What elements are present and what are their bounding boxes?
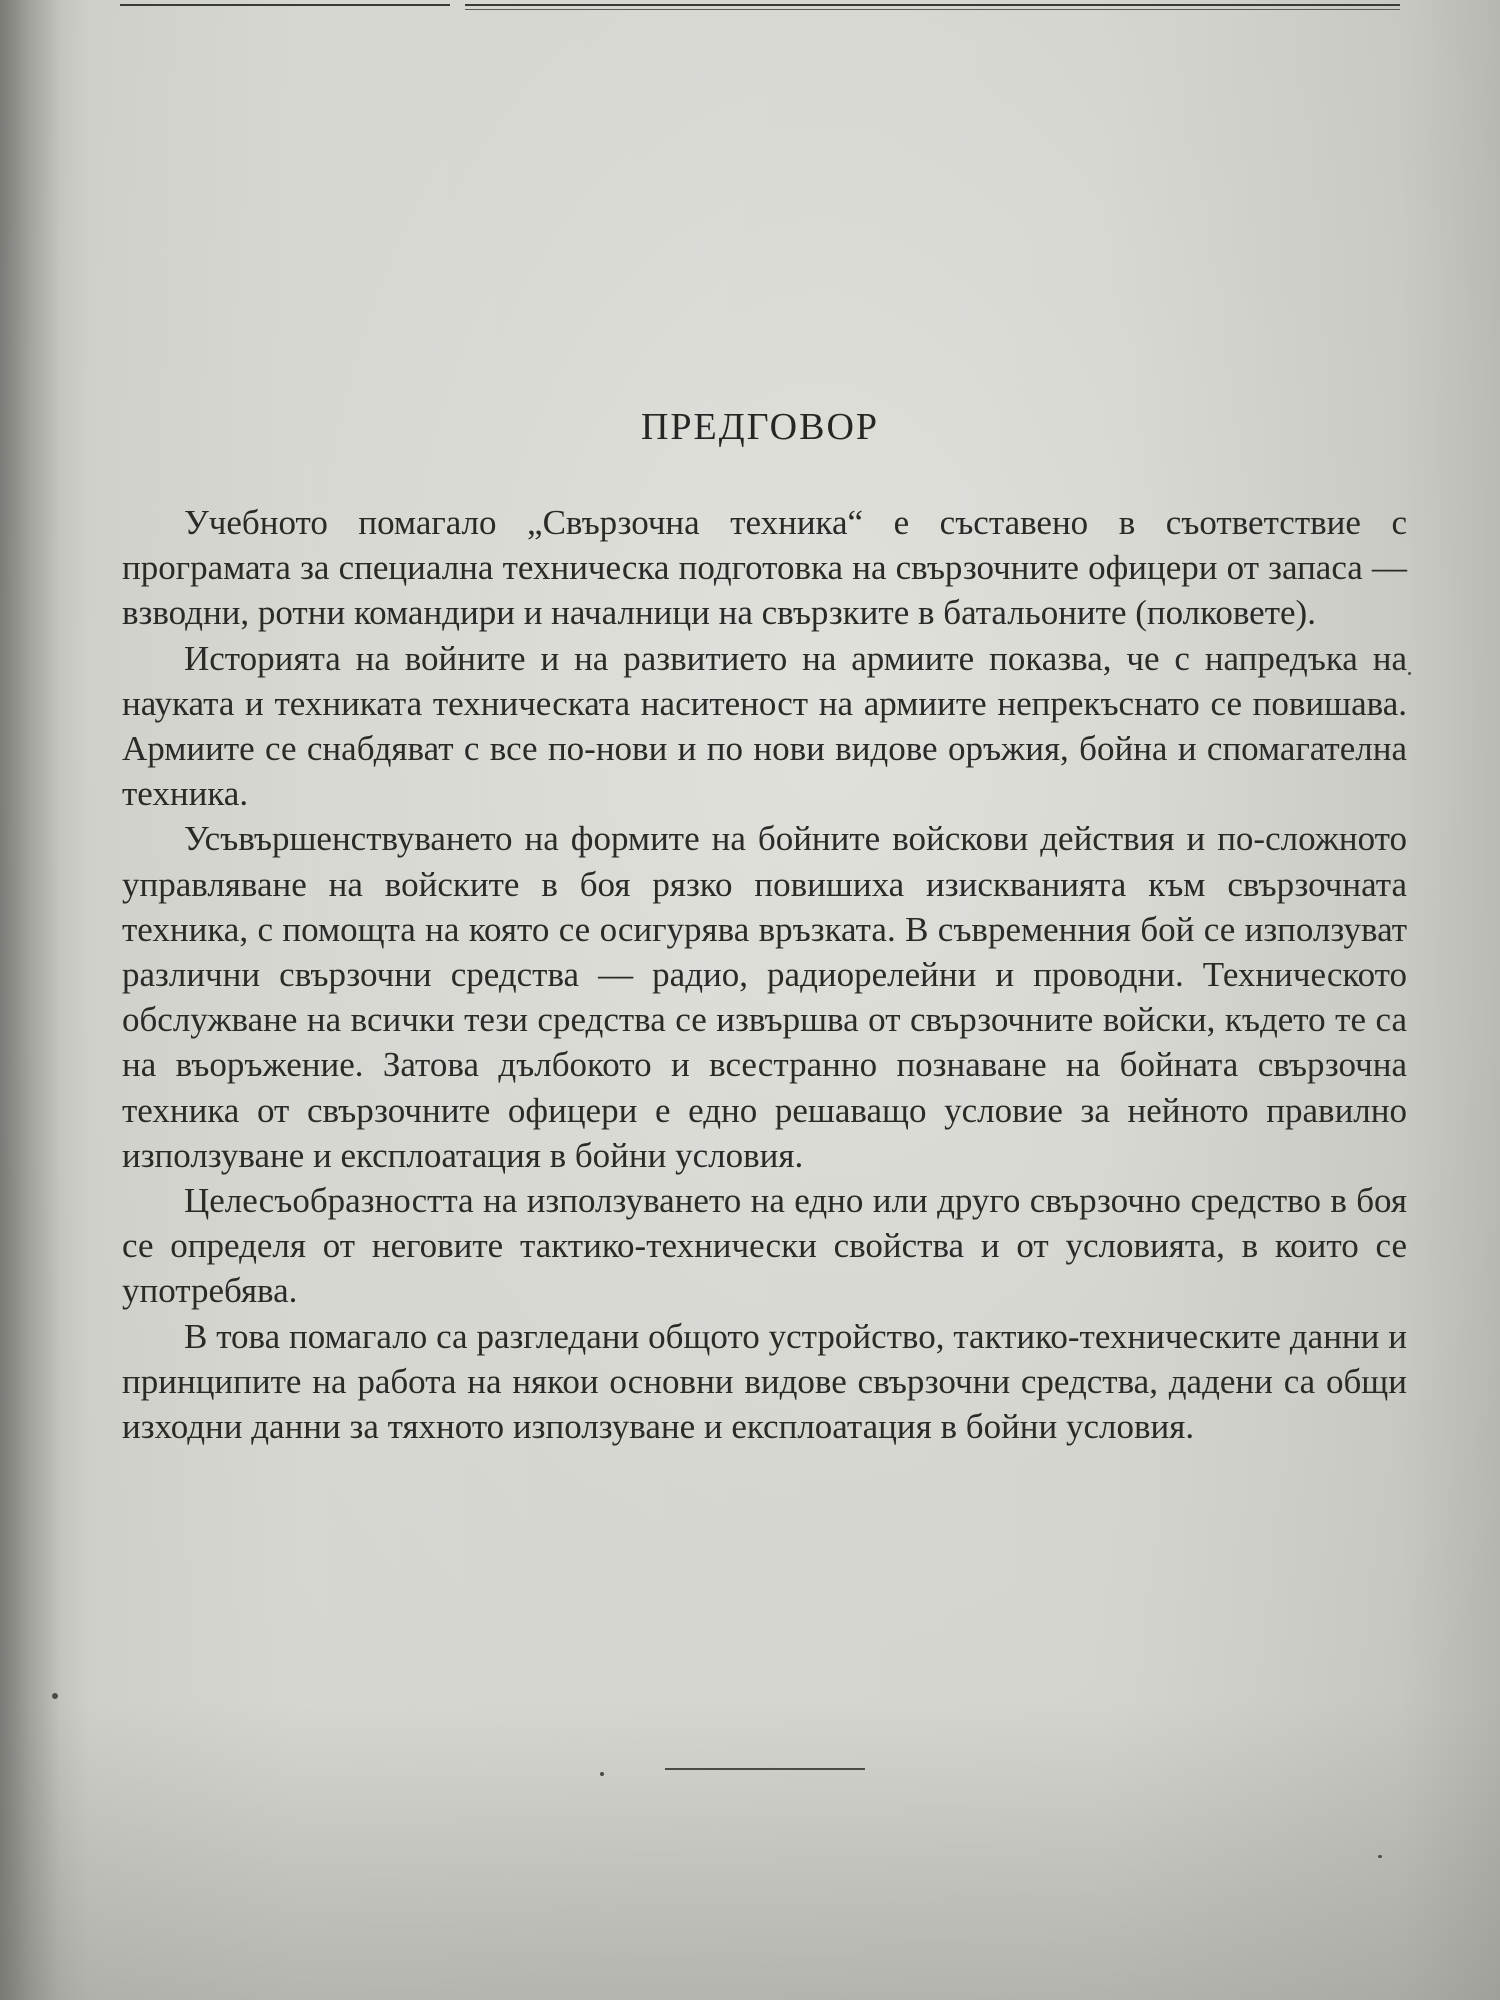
paragraph-2: Историята на войните и на развитието на армиите показва, че с напредъка на науката и техниката техническата наситеност на армиите непрекъснато се повишава. Армиите се снабдяват с все по-нови и по нови видове оръжия, бойна и спомагателна техника.: [122, 638, 1407, 814]
paper-speck: [52, 1693, 58, 1699]
paper-speck: [1378, 1855, 1382, 1858]
header-rules: [120, 0, 1400, 14]
preface-body: [122, 500, 1407, 1449]
paragraph-5: В това помагало са разгледани общото устройство, тактико-техническите данни и принципите на работа на някои основни видове свързочни средства, дадени са общи изходни данни за тяхното използуване и експлоатация в бойни условия.: [122, 1316, 1407, 1447]
paragraph-1: Учебното помагало „Свързочна техника“ е съставено в съответствие с програмата за специална техническа подготовка на свързочните офицери от запаса — взводни, ротни командири и началници на свързките в батальоните (полковете).: [122, 503, 1407, 633]
end-of-section-rule: [665, 1768, 865, 1770]
header-rule-right: [465, 4, 1400, 6]
header-rule-right-thin: [465, 9, 1400, 10]
paper-speck: [1408, 672, 1411, 675]
header-rule-left: [120, 4, 450, 6]
paragraph-4: Целесъобразността на използуването на едно или друго свързочно средство в боя се определя от неговите тактико-технически свойства и от условията, в които се употребява.: [122, 1181, 1407, 1311]
bottom-shade: [0, 1700, 1500, 2000]
page-title: ПРЕДГОВОР: [640, 406, 880, 448]
paper-speck: [600, 1772, 604, 1776]
paragraph-3: Усъвършенствуването на формите на бойните войскови действия и по-сложното управляване на войските в боя рязко повишиха изискванията към свързочната техника, с помощта на която се осигурява връзката. В съвременния бой се използуват различни свързочни средства — радио, радиорелейни и проводни. Техническото обслужване на всички тези средства се извършва от свързочните войски, където те са на въоръжение. Затова дълбокото и всестранно познаване на бойната свързочна техника от свързочните офицери е едно решаващо условие за нейното правилно използуване и експлоатация в бойни условия.: [122, 819, 1407, 1175]
